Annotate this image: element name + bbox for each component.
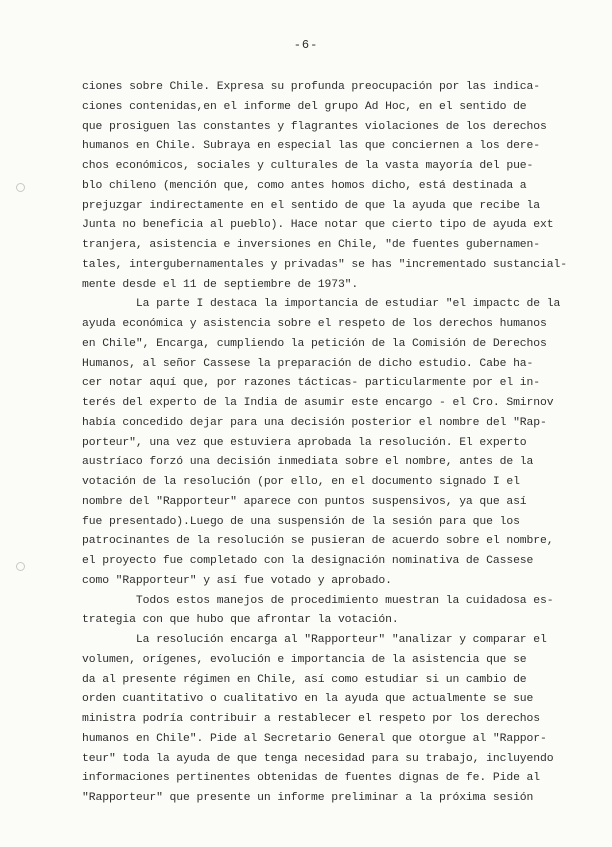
text-line: el proyecto fue completado con la designación nominativa de Cassese — [82, 555, 534, 567]
text-line: ciones contenidas,en el informe del grupo Ad Hoc, en el sentido de — [82, 100, 527, 113]
text-line: patrocinantes de la resolución se pusieran de acuerdo sobre el nombre, — [82, 535, 554, 548]
text-line: había concedido dejar para una decisión posterior el nombre del "Rap- — [82, 416, 547, 429]
text-line: "Rapporteur" que presente un informe preliminar a la próxima sesión — [82, 792, 534, 804]
text-line: chos económicos, sociales y culturales de la vasta mayoría del pue- — [82, 160, 534, 172]
punch-hole-mark — [16, 183, 25, 192]
text-line: como "Rapporteur" y así fue votado y aprobado. — [82, 574, 392, 587]
text-line: ciones sobre Chile. Expresa su profunda preocupación por las indica- — [82, 81, 541, 93]
text-line: La resolución encarga al "Rapporteur" "analizar y comparar el — [82, 634, 547, 646]
text-line: que prosiguen las constantes y flagrantes violaciones de los derechos — [82, 120, 547, 133]
text-line: trategia con que hubo que afrontar la votación. — [82, 614, 399, 627]
text-line: Humanos, al señor Cassese la preparación de dicho estudio. Cabe ha- — [82, 357, 534, 370]
text-line: terés del experto de la India de asumir este encargo - el Cro. Smirnov — [82, 397, 554, 409]
page-number: -6- — [293, 38, 319, 52]
text-line: da al presente régimen en Chile, así como estudiar si un cambio de — [82, 673, 527, 686]
text-line: La parte I destaca la importancia de estudiar "el impactc de la — [82, 298, 561, 311]
text-line: tranjera, asistencia e inversiones en Chile, "de fuentes gubernamen- — [82, 239, 541, 251]
text-line: humanos en Chile. Subraya en especial las que conciernen a los dere- — [82, 140, 541, 153]
text-line: blo chileno (mención que, como antes homos dicho, está destinada a — [82, 179, 527, 192]
text-line: en Chile", Encarga, cumpliendo la petición de la Comisión de Derechos — [82, 337, 547, 350]
text-line: tales, intergubernamentales y privadas" se has "incrementado sustancial- — [82, 258, 567, 271]
text-line: mente desde el 11 de septiembre de 1973". — [82, 278, 359, 291]
text-line: austríaco forzó una decisión inmediata sobre el nombre, antes de la — [82, 456, 534, 469]
text-line: Todos estos manejos de procedimiento muestran la cuidadosa es- — [82, 594, 554, 607]
text-line: ministra podría contribuir a restablecer el respeto por los derechos — [82, 713, 541, 725]
text-line: nombre del "Rapporteur" aparece con puntos suspensivos, ya que así — [82, 495, 527, 508]
text-line: humanos en Chile". Pide al Secretario General que otorgue al "Rappor- — [82, 732, 547, 745]
text-line: teur" toda la ayuda de que tenga necesidad para su trabajo, incluyendo — [82, 752, 554, 765]
text-line: informaciones pertinentes obtenidas de fuentes dignas de fe. Pide al — [82, 772, 541, 785]
text-line: Junta no beneficia al pueblo). Hace notar que cierto tipo de ayuda ext — [82, 219, 554, 232]
text-line: porteur", una vez que estuviera aprobada la resolución. El experto — [82, 436, 527, 449]
text-line: orden cuantitativo o cualitativo en la ayuda que actualmente se sue — [82, 693, 534, 706]
text-line: votación de la resolución (por ello, en el documento signado I el — [82, 476, 520, 488]
text-line: ayuda económica y asistencia sobre el respeto de los derechos humanos — [82, 318, 547, 330]
text-line: prejuzgar indirectamente en el sentido de que la ayuda que recibe la — [82, 199, 541, 212]
text-line: cer notar aquí que, por razones tácticas- particularmente por el in- — [82, 377, 541, 390]
punch-hole-mark — [16, 562, 25, 571]
text-line: fue presentado).Luego de una suspensión de la sesión para que los — [82, 515, 520, 528]
document-body — [82, 78, 577, 809]
text-line: volumen, orígenes, evolución e importancia de la asistencia que se — [82, 653, 527, 666]
